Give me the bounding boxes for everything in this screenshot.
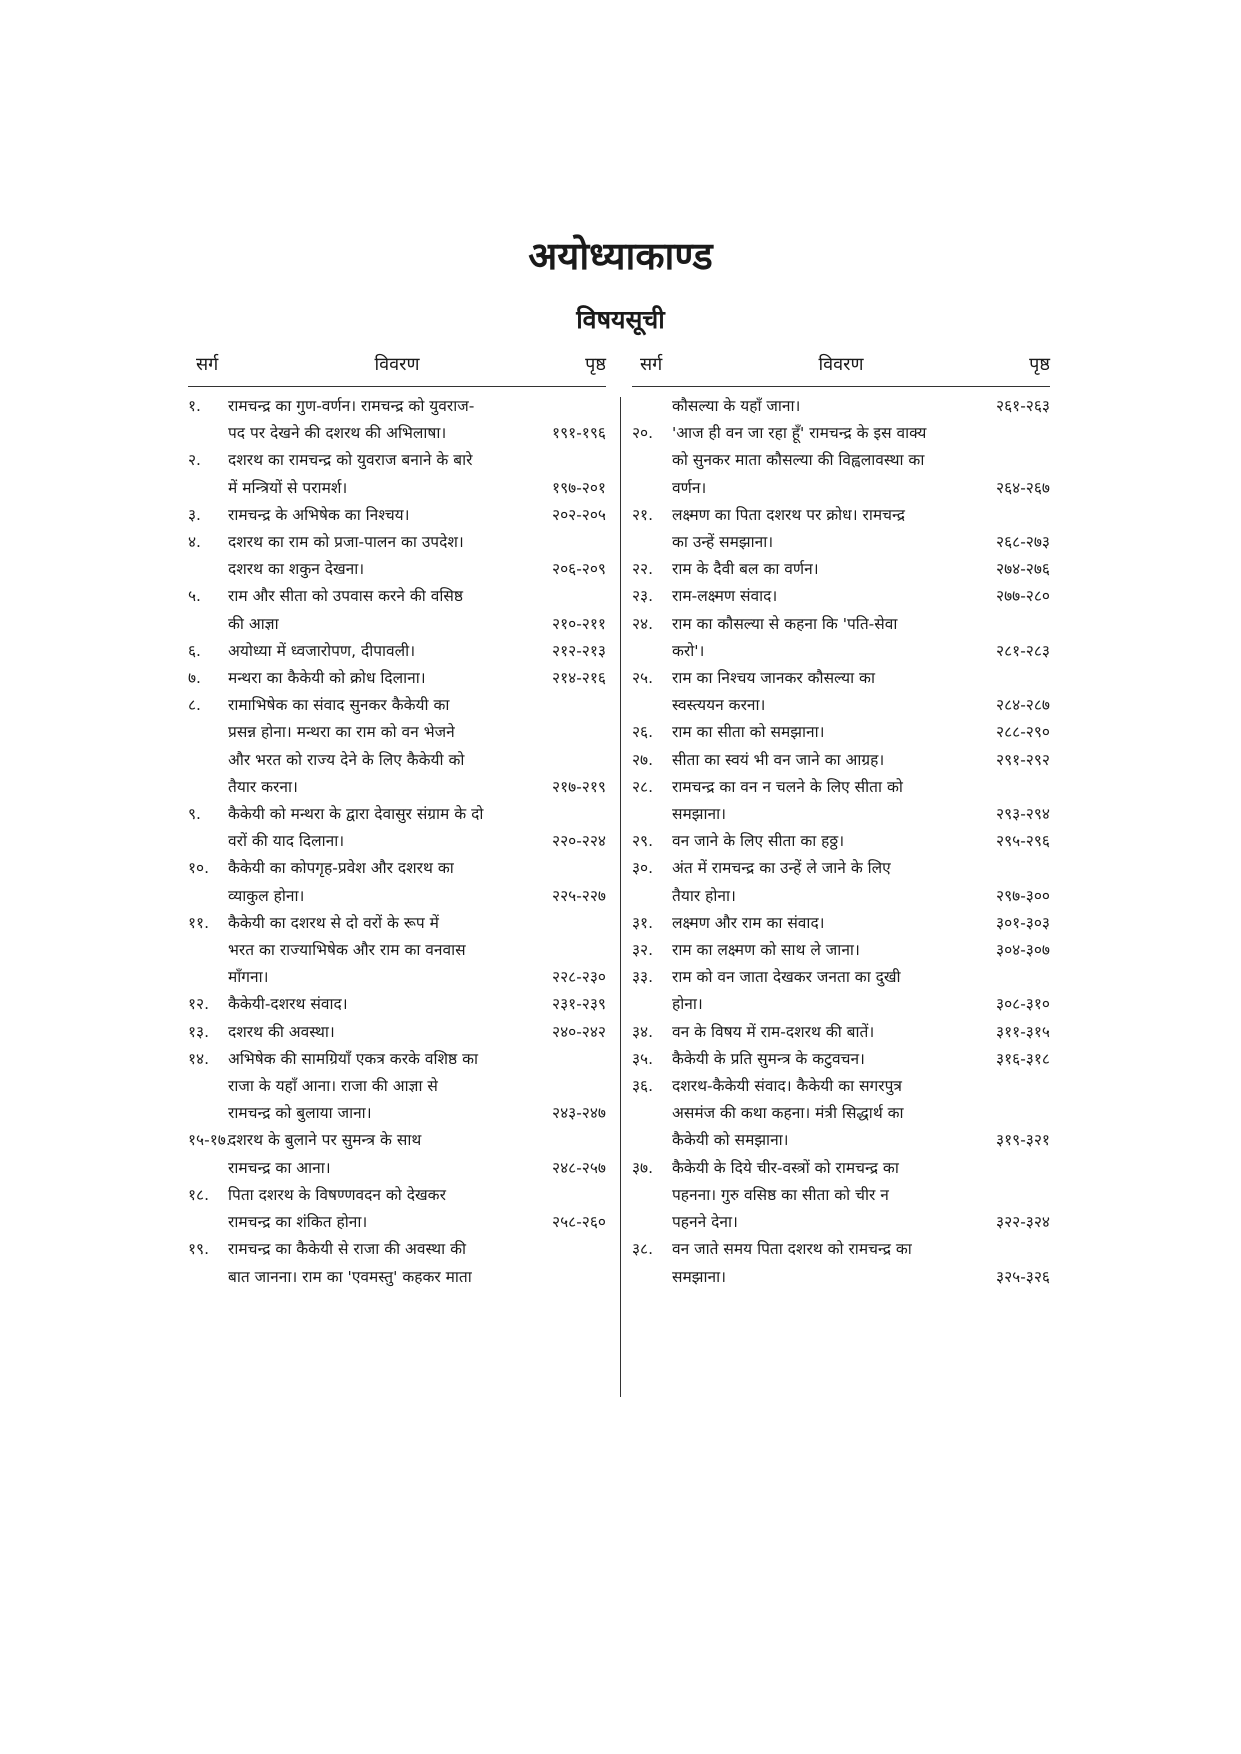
toc-entry [632,556,1050,583]
entry-number: ६. [188,641,201,660]
toc-entry [188,393,606,447]
right-column-header [632,350,1050,380]
toc-entry [632,719,1050,746]
toc-entry [632,665,1050,719]
entry-number: १९. [188,1240,210,1259]
entry-description-line: दशरथ की अवस्था। [228,1022,335,1041]
entry-page-range: २६४-२६७ [996,478,1050,497]
entry-description-line: की आज्ञा [228,614,279,633]
entry-description-line: दशरथ का शकुन देखना। [228,560,365,579]
entry-page-range: २७४-२७६ [996,560,1050,579]
entry-description-line: वर्णन। [672,478,707,497]
toc-entry [188,692,606,801]
entry-description-line: तैयार करना। [228,777,298,796]
toc-entry [188,665,606,692]
entry-description-line: राम का सीता को समझाना। [672,723,825,742]
left-column-header [188,350,606,380]
entry-description-line: राम का कौसल्या से कहना कि 'पति-सेवा [672,614,898,633]
entry-description-line: 'आज ही वन जा रहा हूँ' रामचन्द्र के इस वाक्य [672,424,927,443]
entry-description-line: अंत में रामचन्द्र का उन्हें ले जाने के लिए [672,859,891,878]
toc-entry [632,1073,1050,1155]
entry-number: ३३. [632,968,654,987]
entry-page-range: २०६-२०९ [552,560,606,579]
entry-page-range: २४०-२४२ [552,1022,606,1041]
entry-number: २०. [632,424,654,443]
header-vivaran: विवरण [818,354,864,375]
entry-number: ९. [188,805,201,824]
entry-page-range: २७७-२८० [996,587,1050,606]
entry-number: ३१. [632,913,654,932]
toc-entry [632,611,1050,665]
entry-page-range: २४३-२४७ [552,1104,606,1123]
toc-entry [632,393,1050,420]
entry-description-line: रामाभिषेक का संवाद सुनकर कैकेयी का [228,696,450,715]
column-divider [620,397,621,1397]
toc-entry [188,447,606,501]
entry-description-line: भरत का राज्याभिषेक और राम का वनवास [228,941,466,960]
entry-description-line: राम-लक्ष्मण संवाद। [672,587,778,606]
entry-description-line: पहनने देना। [672,1213,738,1232]
left-column [188,350,606,1291]
entry-number: ८. [188,696,201,715]
entry-description-line: कैकेयी-दशरथ संवाद। [228,995,348,1014]
entry-number: ३०. [632,859,654,878]
entry-description-line: करो'। [672,641,705,660]
entry-page-range: २३१-२३९ [552,995,606,1014]
toc-entry [188,529,606,583]
entry-number: २८. [632,777,654,796]
entry-page-range: २२५-२२७ [552,886,606,905]
entry-page-range: २८१-२८३ [996,641,1050,660]
entry-page-range: २१७-२१९ [552,777,606,796]
toc-entry [188,1019,606,1046]
entry-description-line: कैकेयी का दशरथ से दो वरों के रूप में [228,913,439,932]
entry-page-range: १९७-२०१ [552,478,606,497]
entry-page-range: ३०४-३०७ [996,941,1050,960]
entry-page-range: २९५-२९६ [996,832,1050,851]
toc-entry [632,1236,1050,1290]
entry-number: २१. [632,505,654,524]
entry-description-line: रामचन्द्र का गुण-वर्णन। रामचन्द्र को युवराज- [228,397,475,415]
entry-description-line: असमंज की कथा कहना। मंत्री सिद्धार्थ का [672,1104,904,1123]
header-sarg: सर्ग [196,354,219,375]
entry-page-range: २६१-२६३ [996,397,1050,415]
entry-description-line: कौसल्या के यहाँ जाना। [672,397,801,415]
entry-page-range: २८४-२८७ [996,696,1050,715]
entry-description-line: दशरथ-कैकेयी संवाद। कैकेयी का सगरपुत्र [672,1077,902,1096]
entry-description-line: पद पर देखने की दशरथ की अभिलाषा। [228,424,447,443]
entry-number: २४. [632,614,654,633]
entry-description-line: मन्थरा का कैकेयी को क्रोध दिलाना। [228,669,426,688]
header-vivaran: विवरण [374,354,420,375]
right-entries [632,393,1050,1291]
entry-page-range: २१४-२१६ [552,669,606,688]
entry-page-range: २८८-२९० [996,723,1050,742]
entry-description-line: प्रसन्न होना। मन्थरा का राम को वन भेजने [228,723,455,742]
toc-entry [632,1019,1050,1046]
toc-entry [632,964,1050,1018]
toc-entry [632,828,1050,855]
entry-page-range: २२८-२३० [552,968,606,987]
toc-entry [188,991,606,1018]
header-prishth: पृष्ठ [1029,354,1050,375]
toc-entry [188,1046,606,1128]
entry-number: ७. [188,669,201,688]
entry-description-line: रामचन्द्र का वन न चलने के लिए सीता को [672,777,903,796]
entry-page-range: २६८-२७३ [996,533,1050,552]
entry-description-line: रामचन्द्र का शंकित होना। [228,1213,368,1232]
entry-description-line: कैकेयी का कोपगृह-प्रवेश और दशरथ का [228,859,454,878]
entry-description-line: रामचन्द्र का आना। [228,1158,331,1177]
entry-description-line: और भरत को राज्य देने के लिए कैकेयी को [228,750,465,769]
header-sarg: सर्ग [640,354,663,375]
entry-description-line: स्वस्त्ययन करना। [672,696,766,715]
toc-entry [632,910,1050,937]
entry-description-line: माँगना। [228,968,269,987]
entry-number: २. [188,451,201,470]
entry-page-range: २९३-२९४ [996,805,1050,824]
entry-number: २३. [632,587,654,606]
entry-page-range: १९१-१९६ [552,424,606,443]
entry-description-line: तैयार होना। [672,886,736,905]
right-header-rule [632,386,1050,387]
entry-page-range: २९७-३०० [996,886,1050,905]
left-entries [188,393,606,1291]
entry-description-line: समझाना। [672,805,726,824]
entry-number: ३७. [632,1158,654,1177]
toc-entry [632,774,1050,828]
entry-page-range: ३१९-३२१ [996,1131,1050,1150]
entry-page-range: २५८-२६० [552,1213,606,1232]
entry-description-line: दशरथ का राम को प्रजा-पालन का उपदेश। [228,533,464,552]
entry-number: ११. [188,913,210,932]
entry-number: ३५. [632,1049,654,1068]
toc-entry [632,420,1050,502]
toc-entry [632,1046,1050,1073]
toc-entry [632,937,1050,964]
entry-number: १८. [188,1185,210,1204]
entry-description-line: बात जानना। राम का 'एवमस्तु' कहकर माता [228,1267,472,1286]
entry-description-line: राम के दैवी बल का वर्णन। [672,560,819,579]
entry-description-line: वन जाने के लिए सीता का हठ्ठ। [672,832,845,851]
entry-description-line: वरों की याद दिलाना। [228,832,345,851]
toc-entry [632,502,1050,556]
entry-number: २५. [632,669,654,688]
left-header-rule [188,386,606,387]
toc-entry [188,1127,606,1181]
entry-page-range: ३२२-३२४ [996,1213,1050,1232]
entry-description-line: राजा के यहाँ आना। राजा की आज्ञा से [228,1077,438,1096]
entry-description-line: राम का निश्चय जानकर कौसल्या का [672,669,875,688]
toc-entry [188,855,606,909]
toc-entry [188,910,606,992]
entry-description-line: का उन्हें समझाना। [672,533,774,552]
entry-description-line: रामचन्द्र के अभिषेक का निश्चय। [228,505,410,524]
entry-number: ५. [188,587,201,606]
entry-description-line: को सुनकर माता कौसल्या की विह्वलावस्था का [672,451,925,470]
entry-description-line: कैकेयी के दिये चीर-वस्त्रों को रामचन्द्र का [672,1158,899,1177]
entry-page-range: २१०-२११ [552,614,606,633]
entry-description-line: लक्ष्मण और राम का संवाद। [672,913,825,932]
toc-entry [632,583,1050,610]
entry-number: २९. [632,832,654,851]
entry-description-line: व्याकुल होना। [228,886,305,905]
entry-page-range: ३०१-३०३ [996,913,1050,932]
entry-number: ३४. [632,1022,654,1041]
entry-number: २७. [632,750,654,769]
entry-description-line: कैकेयी के प्रति सुमन्त्र के कटुवचन। [672,1049,865,1068]
entry-description-line: रामचन्द्र का कैकेयी से राजा की अवस्था की [228,1240,466,1259]
entry-description-line: दशरथ का रामचन्द्र को युवराज बनाने के बारे [228,451,473,470]
toc-entry [188,1236,606,1290]
entry-description-line: दशरथ के बुलाने पर सुमन्त्र के साथ [228,1131,422,1150]
entry-page-range: २२०-२२४ [552,832,606,851]
entry-description-line: वन जाते समय पिता दशरथ को रामचन्द्र का [672,1240,912,1259]
entry-number: २६. [632,723,654,742]
entry-page-range: २०२-२०५ [552,505,606,524]
entry-number: ३८. [632,1240,654,1259]
page-title: अयोध्याकाण्ड [528,234,713,278]
toc-entry [188,502,606,529]
entry-description-line: राम और सीता को उपवास करने की वसिष्ठ [228,587,463,606]
entry-description-line: पहनना। गुरु वसिष्ठ का सीता को चीर न [672,1185,889,1204]
entry-description-line: समझाना। [672,1267,726,1286]
entry-description-line: वन के विषय में राम-दशरथ की बातें। [672,1022,875,1041]
entry-number: १४. [188,1049,210,1068]
toc-entry [188,638,606,665]
entry-number: १२. [188,995,210,1014]
entry-page-range: २१२-२१३ [552,641,606,660]
entry-number: १३. [188,1022,210,1041]
entry-description-line: सीता का स्वयं भी वन जाने का आग्रह। [672,750,885,769]
entry-number: २२. [632,560,654,579]
entry-description-line: होना। [672,995,703,1014]
entry-page-range: ३२५-३२६ [996,1267,1050,1286]
entry-description-line: राम को वन जाता देखकर जनता का दुखी [672,968,901,987]
entry-number: १०. [188,859,210,878]
entry-description-line: राम का लक्ष्मण को साथ ले जाना। [672,941,860,960]
entry-number: ३६. [632,1077,654,1096]
entry-page-range: २४८-२५७ [552,1158,606,1177]
entry-page-range: ३०८-३१० [996,995,1050,1014]
entry-number: १५-१७. [188,1131,231,1150]
toc-entry [632,747,1050,774]
toc-entry [632,1155,1050,1237]
entry-description-line: अयोध्या में ध्वजारोपण, दीपावली। [228,641,416,660]
header-prishth: पृष्ठ [585,354,606,375]
entry-number: १. [188,397,201,415]
toc-entry [188,801,606,855]
entry-description-line: कैकेयी को मन्थरा के द्वारा देवासुर संग्राम के दो [228,805,484,824]
entry-description-line: रामचन्द्र को बुलाया जाना। [228,1104,372,1123]
entry-number: ३२. [632,941,654,960]
entry-description-line: कैकेयी को समझाना। [672,1131,789,1150]
entry-page-range: २९१-२९२ [996,750,1050,769]
entry-description-line: लक्ष्मण का पिता दशरथ पर क्रोध। रामचन्द्र [672,505,906,524]
page-subtitle: विषयसूची [576,305,665,334]
entry-page-range: ३११-३१५ [996,1022,1050,1041]
entry-description-line: पिता दशरथ के विषण्णवदन को देखकर [228,1185,446,1204]
entry-description-line: में मन्त्रियों से परामर्श। [228,478,348,497]
toc-entry [632,855,1050,909]
entry-description-line: अभिषेक की सामग्रियाँ एकत्र करके वशिष्ठ का [228,1049,479,1068]
toc-entry [188,1182,606,1236]
toc-entry [188,583,606,637]
entry-number: ३. [188,505,201,524]
entry-number: ४. [188,533,201,552]
right-column [632,350,1050,1291]
entry-page-range: ३१६-३१८ [996,1049,1050,1068]
